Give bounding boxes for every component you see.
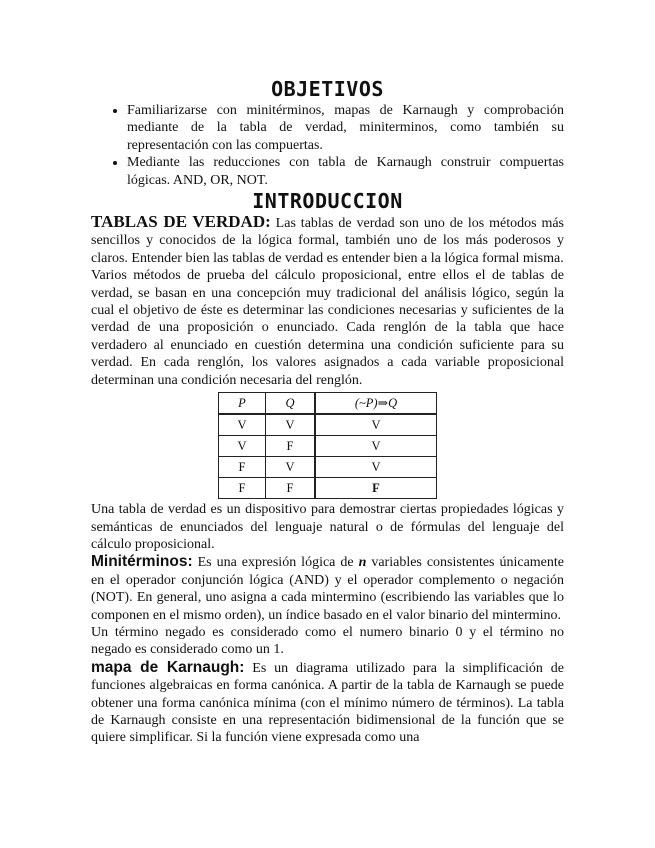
mapa-paragraph	[91, 659, 564, 747]
truth-table	[218, 392, 437, 499]
table-cell: F	[266, 436, 316, 457]
miniterminos-text-b: variables consistentes únicamente en el operador conjunción lógica (AND) y el operador complemento o negación (NOT). En general, uno asigna a cada mintermino (escribiendo las variables que lo componen en el mismo orden), un índice basado en el valor binario del mintermino.	[91, 555, 565, 623]
document-page	[91, 78, 564, 747]
introduccion-heading: INTRODUCCION	[252, 189, 403, 214]
miniterminos-lead: Minitérminos:	[91, 553, 193, 571]
tablas-lead: TABLAS DE VERDAD:	[91, 212, 271, 232]
table-header-row	[219, 393, 437, 415]
table-row	[219, 478, 437, 499]
table-cell: V	[315, 436, 437, 457]
objetivos-list	[91, 102, 564, 189]
mapa-text: Es un diagrama utilizado para la simplificación de funciones algebraicas en forma canónica. A partir de la tabla de Karnaugh se puede obtener una forma canónica mínima (con el mínimo número de términos). La tabla de Karnaugh consiste en una representación bidimensional de la función que se quiere simplificar. Si la función viene expresada como una	[91, 660, 564, 746]
table-cell: V	[315, 414, 437, 436]
table-cell: F	[266, 478, 316, 499]
header-expression: (~P)⇒Q	[315, 393, 437, 415]
objetivos-heading: OBJETIVOS	[271, 77, 384, 101]
header-q: Q	[266, 393, 316, 415]
table-cell: F	[219, 478, 266, 499]
table-cell: F	[315, 478, 437, 499]
table-row	[219, 414, 437, 436]
list-item: • Mediante las reducciones con tabla de Karnaugh construir compuertas lógicas. AND, OR, NOT.	[127, 154, 564, 189]
tablas-paragraph	[91, 213, 564, 267]
list-item: • Familiarizarse con minitérminos, mapas de Karnaugh y comprobación mediante de la tabla de verdad, miniterminos, como también su representación con las compuertas.	[127, 102, 564, 154]
miniterminos-paragraph-2: Un término negado es considerado como el numero binario 0 y el término no negado es considerado como un 1.	[91, 624, 564, 658]
variable-n: n	[358, 555, 367, 571]
tablas-paragraph-2: Varios métodos de prueba del cálculo proposicional, entre ellos el de tablas de verdad, se basan en una concepción muy tradicional del análisis lógico, según la cual el objetivo de éste es determinar las condiciones necesarias y suficientes de la verdad de una proposición o enunciado. Cada renglón de la tabla que hace verdadero al enunciado en cuestión determina una condición suficiente para su verdad. En cada renglón, los valores asignados a cada variable proposicional determinan una condición necesaria del renglón.	[91, 268, 564, 388]
tabla-definition: Una tabla de verdad es un dispositivo para demostrar ciertas propiedades lógicas y semánticas de enunciados del lenguaje natural o de fórmulas del lenguaje del cálculo proposicional.	[91, 502, 564, 552]
miniterminos-paragraph	[91, 553, 564, 624]
table-cell: V	[219, 414, 266, 436]
table-cell: V	[315, 457, 437, 478]
table-cell: V	[266, 414, 316, 436]
mapa-lead: mapa de Karnaugh:	[91, 658, 245, 676]
header-p: P	[219, 393, 266, 415]
table-cell: V	[219, 436, 266, 457]
table-row	[219, 436, 437, 457]
table-cell: V	[266, 457, 316, 478]
table-cell: F	[219, 457, 266, 478]
tablas-text: Las tablas de verdad son uno de los métodos más sencillos y conocidos de la lógica formal, también uno de los más poderosos y claros. Entender bien las tablas de verdad es entender bien a la lógica formal misma.	[91, 216, 564, 266]
table-row	[219, 457, 437, 478]
miniterminos-text-a: Es una expresión lógica de	[192, 555, 359, 571]
